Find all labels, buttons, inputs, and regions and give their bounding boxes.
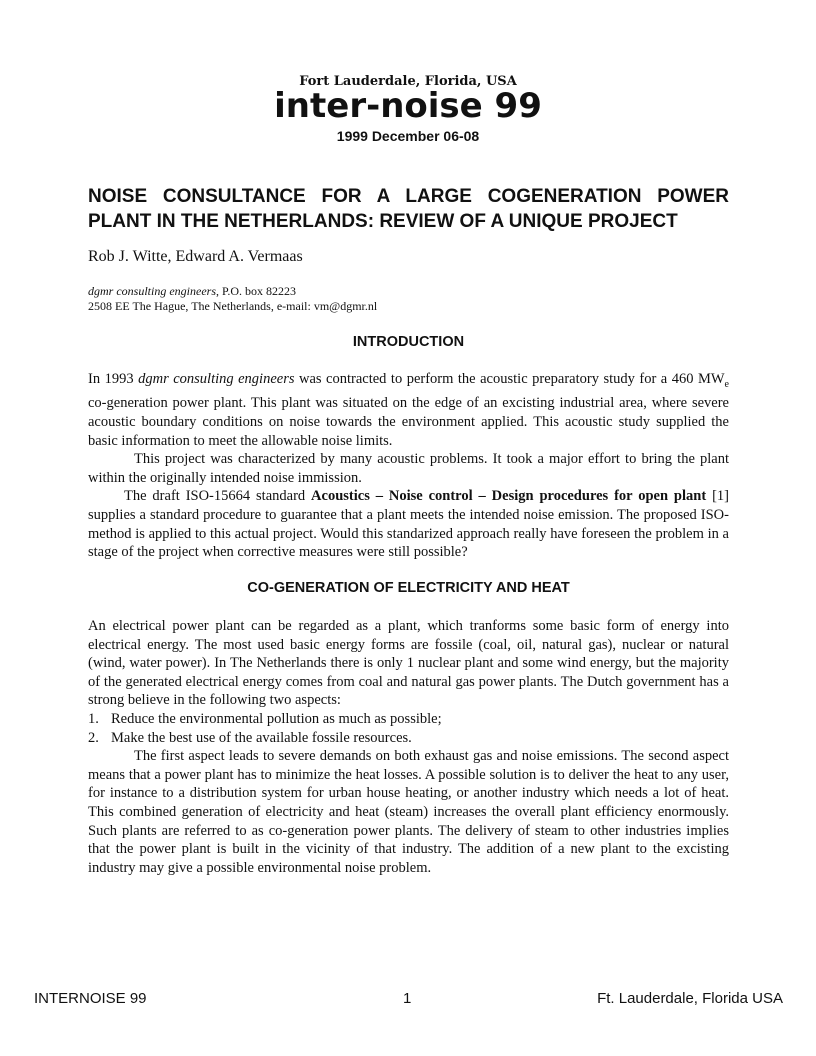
paper-title: NOISE CONSULTANCE FOR A LARGE COGENERATION POWER PLANT IN THE NETHERLANDS: REVIEW OF A UNIQUE PROJECT [88,186,729,232]
introduction-paragraph-2: This project was characterized by many acoustic problems. It took a major effort to bring the plant within the originally intended noise immission. [88,451,729,486]
list-text: Reduce the environmental pollution as much as possible; [111,710,442,727]
introduction-section [88,370,729,562]
affiliation-line-1 [88,284,377,299]
conference-date: 1999 December 06-08 [336,128,480,144]
introduction-paragraph-1 [88,370,729,450]
introduction-paragraph-3 [88,487,729,561]
footer-right: Ft. Lauderdale, Florida USA [597,990,783,1007]
intro-p3-end: [1] supplies a standard procedure to guarantee that a plant meets the intended noise emission. The proposed ISO-method is applied to this actual project. Would this standarized approach really have foreseen the problem in a stage of the project when corrective measures were still possible? [88,488,729,561]
cogeneration-section [88,617,729,877]
intro-p3-start: The draft ISO-15664 standard [124,488,312,505]
paper-authors: Rob J. Witte, Edward A. Vermaas [88,248,303,265]
list-item [88,710,729,729]
affiliation-org: dgmr consulting engineers [88,284,216,298]
introduction-heading: INTRODUCTION [352,334,465,350]
list-item [88,729,729,748]
intro-p1-start: In 1993 [88,371,139,387]
paper-affiliation [88,284,377,314]
list-number: 2. [88,729,99,746]
cogeneration-paragraph-2: The first aspect leads to severe demands on both exhaust gas and noise emissions. The second aspect means that a power plant has to minimize the heat losses. A possible solution is to deliver the heat to any user, for instance to a distribution system for urban house heating, or another industry which needs a lot of heat. This combined generation of electricity and heat (steam) increases the overall plant efficiency enormously. Such plants are referred to as co-generation power plants. The delivery of steam to other industries implies that the power plant is built in the vicinity of that industry. The addition of a new plant to the excisting industry may give a possible environmental noise problem. [88,748,729,876]
intro-p1-mid: was contracted to perform the acoustic preparatory study for a 460 MW [294,371,725,387]
affiliation-address: , P.O. box 82223 [216,284,297,298]
cogeneration-heading: CO-GENERATION OF ELECTRICITY AND HEAT [247,580,570,596]
intro-p1-org: dgmr consulting engineers [138,371,295,387]
intro-p3-standard-title: Acoustics – Noise control – Design procedures for open plant [311,488,707,505]
intro-p1-subscript: e [724,378,729,390]
list-text: Make the best use of the available fossile resources. [111,729,412,746]
aspects-list [88,710,729,747]
conference-location: Fort Lauderdale, Florida, USA [299,74,517,89]
conference-logo: inter-noise 99 [274,86,542,126]
cogeneration-paragraph-1: An electrical power plant can be regarded as a plant, which tranforms some basic form of energy into electrical energy. The most used basic energy forms are fossile (coal, oil, natural gas), nuclear or natural (wind, water power). In The Netherlands there is only 1 nuclear plant and some wind energy, but the majority of the generated electrical energy comes from coal and natural gas power plants. The Dutch government has a strong believe in the following two aspects: [88,618,729,709]
affiliation-line-2: 2508 EE The Hague, The Netherlands, e-mail: vm@dgmr.nl [88,299,378,313]
footer-page-number: 1 [403,990,412,1007]
intro-p1-end: co-generation power plant. This plant was situated on the edge of an excisting industrial area, where severe acoustic boundary conditions on noise towards the environment applied. This acoustic study supplied the basic information to meet the allowable noise limits. [88,395,729,449]
list-number: 1. [88,710,99,727]
footer-left: INTERNOISE 99 [34,990,147,1007]
